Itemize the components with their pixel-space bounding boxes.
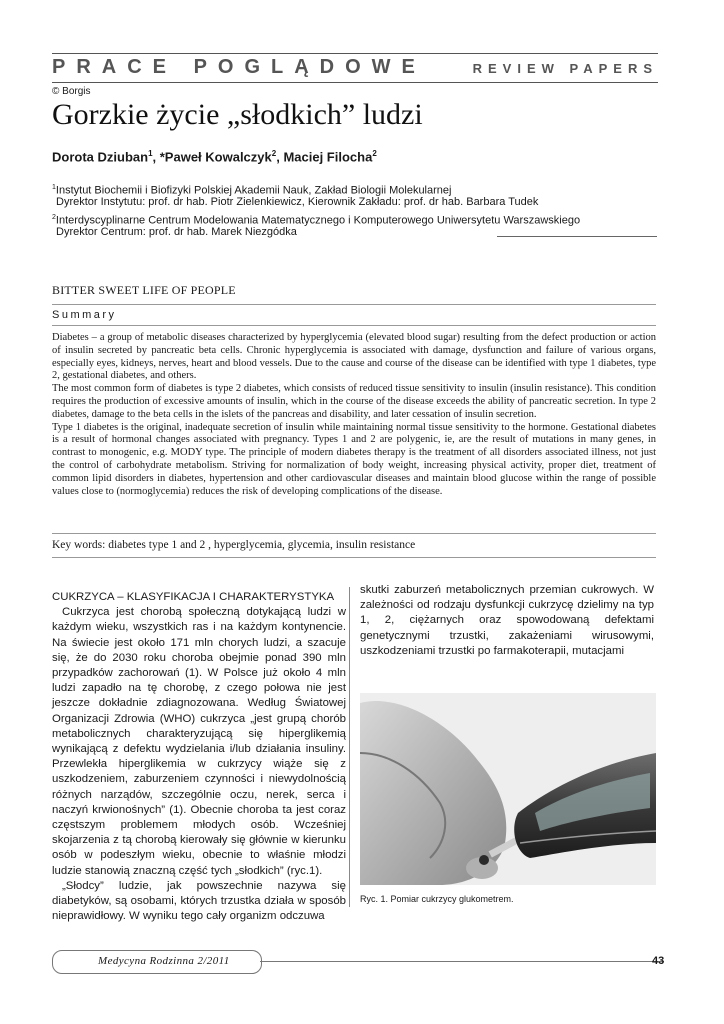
figure-glucometer-photo — [360, 693, 656, 885]
body-paragraph: skutki zaburzeń metabolicznych przemian cukrowych. W zależności od rodzaju dysfunkcji cukrzycę dzielimy na typ 1, 2, ciężarnych oraz spowodowaną defektami genetycznymi trzustki, zakażeniami wirusowymi, uszkodzeniami trzustki po farmakoterapii, mutacjami — [360, 584, 654, 657]
column-divider — [349, 587, 350, 907]
footer-rule — [260, 961, 664, 962]
journal-name: Medycyna Rodzinna 2/2011 — [98, 955, 230, 967]
author-affiliation-ref: 1 — [148, 149, 153, 158]
author-separator: , — [152, 149, 160, 165]
keywords-top-rule — [52, 533, 656, 534]
affiliation-text: Interdyscyplinarne Centrum Modelowania Matematycznego i Komputerowego Uniwersytetu Warszawskiego — [55, 214, 581, 227]
affiliation-line — [56, 225, 297, 240]
affiliation-text: Dyrektor Instytutu: prof. dr hab. Piotr Zielenkiewicz, Kierownik Zakładu: prof. dr hab. Barbara Tudek — [56, 196, 539, 208]
header-top-rule — [52, 53, 658, 54]
keywords-bottom-rule — [52, 557, 656, 558]
affiliation-text: Instytut Biochemii i Biofizyki Polskiej Akademii Nauk, Zakład Biologii Molekularnej — [55, 184, 452, 197]
affiliation-rule — [497, 236, 657, 237]
body-column-right — [360, 583, 654, 659]
author-name: Maciej Filocha — [283, 149, 373, 165]
section-label-en: REVIEW PAPERS — [472, 61, 658, 76]
author-name: *Paweł Kowalczyk — [159, 149, 272, 165]
summary-top-rule — [52, 304, 656, 305]
affiliation-text: Dyrektor Centrum: prof. dr hab. Marek Niezgódka — [56, 226, 297, 238]
author-affiliation-ref: 2 — [271, 149, 277, 158]
body-column-left — [52, 590, 346, 924]
affiliation-number: 1 — [52, 184, 56, 191]
keywords: Key words: diabetes type 1 and 2 , hyperglycemia, glycemia, insulin resistance — [52, 539, 416, 551]
affiliation-number: 2 — [52, 214, 56, 221]
section-heading: CUKRZYCA – KLASYFIKACJA I CHARAKTERYSTYKA — [52, 591, 335, 603]
author-affiliation-ref: 2 — [372, 149, 377, 158]
page-number: 43 — [652, 955, 665, 967]
summary-bottom-rule — [52, 325, 656, 326]
author-name: Dorota Dziuban — [52, 149, 149, 165]
summary-label: Summary — [52, 309, 117, 321]
abstract-paragraph: Diabetes – a group of metabolic diseases characterized by hyperglycemia (elevated blood sugar) resulting from the defect production or action of insulin secreted by pancreatic beta cells. Chronic hyperglycemia is associated with damage, dysfunction and failure of various organs, especially eyes, kidneys, nerves, heart and blood vessels. Due to the cause and course of the disease can be identified with type 1 diabetes, type 2, gestational diabetes, and others. — [52, 332, 656, 382]
body-paragraph: „Słodcy” ludzie, jak powszechnie nazywa się diabetyków, są osobami, których trzustka działa w sposób nieprawidłowy. W wyniku tego cały organizm odczuwa — [52, 879, 346, 923]
abstract-paragraph: Type 1 diabetes is the original, inadequate secretion of insulin while maintaining normal tissue sensitivity to the hormone. Gestational diabetes is a result of hormonal changes associated with pregnancy. Types 1 and 2 are polygenic, ie, are the result of mutations in many genes, in contrast to monogenic, e.g. MODY type. The principle of modern diabetes therapy is the treatment of all disorders associated illness, not just the control of carbohydrate metabolism. Striving for normalization of body weight, increasing physical activity, proper diet, treatment of common lipid disorders in diabetes, hypertension and other cardiovascular diseases and maintain blood glucose within the range of possible values close to (normoglycemia) reduces the risk of developing complications of the disease. — [52, 421, 656, 497]
header-bottom-rule — [52, 82, 658, 83]
english-title: BITTER SWEET LIFE OF PEOPLE — [52, 283, 236, 297]
body-paragraph: Cukrzyca jest chorobą społeczną dotykającą ludzi w każdym wieku, wszystkich ras i na każdym kontynencie. Na świecie jest około 171 mln chorych ludzi, a szacuje się, że do 2030 roku choroba obejmie ponad 390 mln przypadków zachorowań (1). W Polsce już około 4 mln ludzi zapadło na tę chorobę, z czego połowa nie jest jeszcze dokładnie zdiagnozowana. Według Światowej Organizacji Zdrowia (WHO) cukrzyca „jest grupą chorób metabolicznych charakteryzującą się hiperglikemią wynikającą z defektu wydzielania i/lub działania insuliny. Przewlekła hiperglikemia w cukrzycy wiąże się z uszkodzeniem, zaburzeniem czynności i niewydolnością różnych narządów, szczególnie oczu, nerek, serca i naczyń krwionośnych” (1). Obecnie choroba ta jest coraz częstszym problemem młodych osób. Wcześniej skojarzenia z tą chorobą kierowały się głównie w kierunku osób w podeszłym wieku, obecnie to właśnie młodzi ludzie stanowią znaczną część tych „słodkich” (ryc.1). — [52, 606, 346, 877]
abstract — [52, 332, 656, 498]
section-header — [52, 56, 658, 82]
article-title: Gorzkie życie „słodkich” ludzi — [52, 98, 423, 131]
glucometer-illustration — [360, 693, 656, 885]
copyright-notice: © Borgis — [52, 86, 91, 97]
abstract-paragraph: The most common form of diabetes is type 2 diabetes, which consists of reduced tissue sensitivity to insulin (insulin resistance). This condition requires the production of excessive amounts of insulin, which in the course of the disease exceeds the ability of pancreatic secretion. In type 2 diabetes, damage to the beta cells in the islets of the pancreas and disability, and later cessation of insulin secretion. — [52, 383, 656, 420]
author-list — [52, 149, 377, 164]
author-separator: , — [276, 149, 284, 165]
figure-caption: Ryc. 1. Pomiar cukrzycy glukometrem. — [360, 894, 514, 904]
affiliation-line — [56, 195, 538, 210]
section-label-pl: PRACE POGLĄDOWE — [52, 56, 426, 78]
